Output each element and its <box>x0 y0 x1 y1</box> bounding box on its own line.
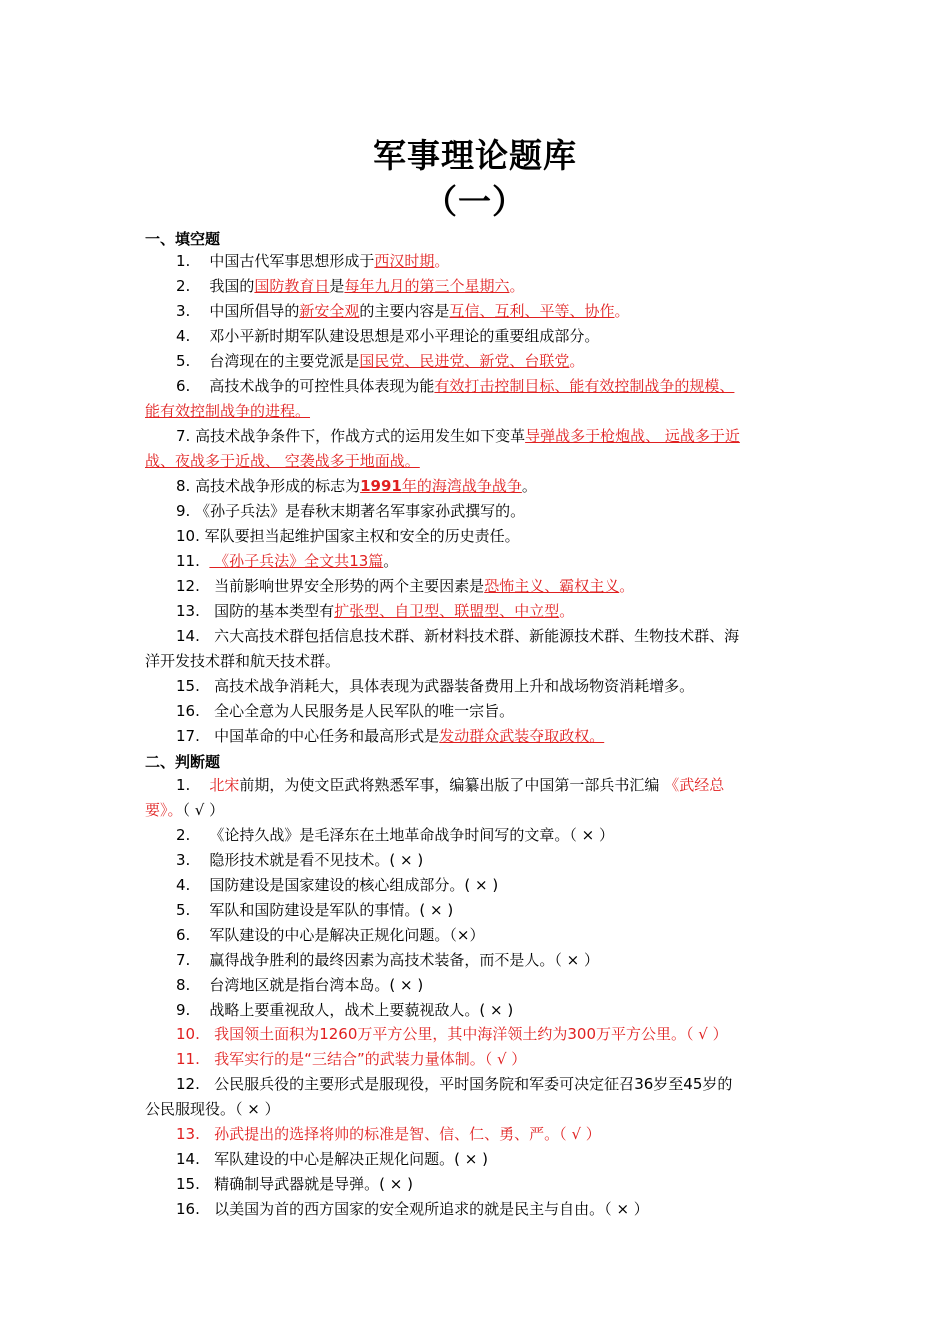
fill-q7: 7. 高技术战争条件下，作战方式的运用发生如下变革导弹战多于枪炮战、 远战多于近 <box>176 427 740 445</box>
judge-q16: 16. 以美国为首的西方国家的安全观所追求的就是民主与自由。（ × ） <box>176 1200 649 1218</box>
judge-q12: 12. 公民服兵役的主要形式是服现役，平时国务院和军委可决定征召36岁至45岁的 <box>176 1075 733 1093</box>
fill-q6: 6. 高技术战争的可控性具体表现为能有效打击控制目标、能有效控制战争的规模、 <box>176 377 735 395</box>
answer: 篇 <box>368 552 384 570</box>
answer: 新安全观 <box>299 302 360 320</box>
judge-q1-cont: 要》。（ √ ） <box>145 801 225 819</box>
answer: 《孙子兵法》全文共 <box>209 552 350 570</box>
section-heading-fill: 一、填空题 <box>145 230 221 248</box>
answer: 13 <box>349 552 369 570</box>
fill-q15: 15. 高技术战争消耗大，具体表现为武器装备费用上升和战场物资消耗增多。 <box>176 677 695 695</box>
answer: 能有效控制战争的进程。 <box>145 402 311 420</box>
fill-q9: 9. 《孙子兵法》是春秋末期著名军事家孙武撰写的。 <box>176 502 526 520</box>
answer: 每年九月的第三个星期六 <box>344 277 510 295</box>
fill-q5: 5. 台湾现在的主要党派是国民党、民进党、新党、台联党。 <box>176 352 585 370</box>
judge-q13: 13. 孙武提出的选择将帅的标准是智、信、仁、勇、严。（ √ ） <box>176 1125 601 1143</box>
judge-q1: 1. 北宋前期，为使文臣武将熟悉军事，编纂出版了中国第一部兵书汇编 《武经总 <box>176 776 725 794</box>
judge-q11: 11. 我军实行的是“三结合”的武装力量体制。（ √ ） <box>176 1050 527 1068</box>
fill-q3: 3. 中国所倡导的新安全观的主要内容是互信、互利、平等、协作。 <box>176 302 630 320</box>
fill-q11: 11. 《孙子兵法》全文共13篇。 <box>176 552 399 570</box>
judge-q15: 15. 精确制导武器就是导弹。( × ) <box>176 1175 413 1193</box>
answer: 扩张型、自卫型、联盟型、中立型 <box>334 602 560 620</box>
fill-q2: 2. 我国的国防教育日是每年九月的第三个星期六。 <box>176 277 525 295</box>
answer: 国民党、民进党、新党、台联党 <box>359 352 570 370</box>
fill-q7-cont <box>145 451 420 471</box>
answer: 西汉时期 <box>374 252 435 270</box>
judge-q14: 14. 军队建设的中心是解决正规化问题。( × ) <box>176 1150 488 1168</box>
answer: 有效打击控制目标、能有效控制战争的规模、 <box>434 377 735 395</box>
answer: 1991 <box>360 477 402 495</box>
answer: 国防教育日 <box>254 277 330 295</box>
judge-q2: 2. 《论持久战》是毛泽东在土地革命战争时间写的文章。（ × ） <box>176 826 614 844</box>
judge-q9: 9. 战略上要重视敌人，战术上要藐视敌人。( × ) <box>176 1001 514 1019</box>
answer: 互信、互利、平等、协作 <box>449 302 615 320</box>
answer: 发动群众武装夺取政权。 <box>439 727 605 745</box>
answer: 战、夜战多于近战、 空袭战多于地面战。 <box>145 452 420 470</box>
fill-q14: 14. 六大高技术群包括信息技术群、新材料技术群、新能源技术群、生物技术群、海 <box>176 627 740 645</box>
judge-q10: 10. 我国领土面积为1260万平方公里，其中海洋领土约为300万平方公里。（ √ ） <box>176 1025 728 1043</box>
fill-q6-cont <box>145 401 310 421</box>
judge-q12-cont: 公民服现役。（ × ） <box>145 1100 280 1118</box>
fill-q17: 17. 中国革命的中心任务和最高形式是发动群众武装夺取政权。 <box>176 727 605 745</box>
section-heading-judge: 二、判断题 <box>145 753 221 771</box>
fill-q1: 1. 中国古代军事思想形成于西汉时期。 <box>176 252 450 270</box>
fill-q10: 10. 军队要担当起维护国家主权和安全的历史责任。 <box>176 527 520 545</box>
fill-q8: 8. 高技术战争形成的标志为1991年的海湾战争战争。 <box>176 477 537 495</box>
fill-q16: 16. 全心全意为人民服务是人民军队的唯一宗旨。 <box>176 702 515 720</box>
judge-q8: 8. 台湾地区就是指台湾本岛。( × ) <box>176 976 424 994</box>
answer: 恐怖主义、霸权主义 <box>484 577 620 595</box>
page-subtitle: （一） <box>424 182 526 221</box>
judge-q7: 7. 赢得战争胜利的最终因素为高技术装备，而不是人。（ × ） <box>176 951 599 969</box>
answer: 年的海湾战争战争 <box>401 477 522 495</box>
judge-q4: 4. 国防建设是国家建设的核心组成部分。( × ) <box>176 876 499 894</box>
page-title: 军事理论题库 <box>373 136 577 175</box>
fill-q12: 12. 当前影响世界安全形势的两个主要因素是恐怖主义、霸权主义。 <box>176 577 635 595</box>
judge-q3: 3. 隐形技术就是看不见技术。( × ) <box>176 851 424 869</box>
answer: 导弹战多于枪炮战、 远战多于近 <box>525 427 740 445</box>
fill-q13: 13. 国防的基本类型有扩张型、自卫型、联盟型、中立型。 <box>176 602 575 620</box>
fill-q4: 4. 邓小平新时期军队建设思想是邓小平理论的重要组成部分。 <box>176 327 600 345</box>
fill-q14-cont: 洋开发技术群和航天技术群。 <box>145 652 341 670</box>
judge-q5: 5. 军队和国防建设是军队的事情。( × ) <box>176 901 454 919</box>
judge-q6: 6. 军队建设的中心是解决正规化问题。（×） <box>176 926 485 944</box>
